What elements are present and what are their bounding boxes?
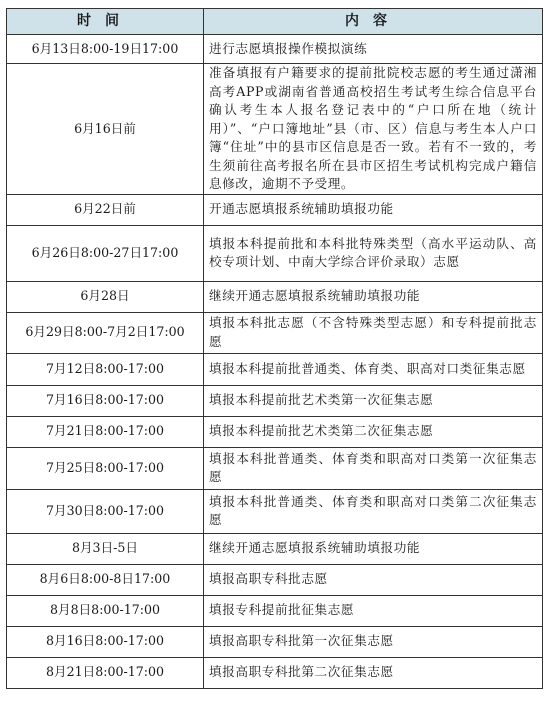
content-cell: 继续开通志愿填报系统辅助填报功能 <box>204 281 543 312</box>
time-cell: 8月8日8:00-17:00 <box>7 595 204 626</box>
header-row <box>7 9 543 35</box>
content-cell: 填报专科提前批征集志愿 <box>204 595 543 626</box>
table-row <box>7 64 543 195</box>
time-cell: 8月16日8:00-17:00 <box>7 626 204 657</box>
table-row <box>7 533 543 564</box>
table-row <box>7 416 543 447</box>
content-cell: 继续开通志愿填报系统辅助填报功能 <box>204 533 543 564</box>
table-row <box>7 353 543 385</box>
content-cell: 填报本科批志愿（不含特殊类型志愿）和专科提前批志愿 <box>204 312 543 353</box>
time-cell: 7月25日8:00-17:00 <box>7 447 204 489</box>
table-row <box>7 626 543 657</box>
time-cell: 6月29日8:00-7月2日17:00 <box>7 312 204 353</box>
time-cell: 6月26日8:00-27日17:00 <box>7 225 204 281</box>
table-row <box>7 657 543 688</box>
table-row <box>7 595 543 626</box>
content-cell: 填报本科提前批普通类、体育类、职高对口类征集志愿 <box>204 353 543 385</box>
time-cell: 6月22日前 <box>7 194 204 225</box>
time-cell: 8月3日-5日 <box>7 533 204 564</box>
table-row <box>7 35 543 64</box>
content-cell: 填报本科提前批和本科批特殊类型（高水平运动队、高校专项计划、中南大学综合评价录取）志愿 <box>204 225 543 281</box>
time-cell: 7月21日8:00-17:00 <box>7 416 204 447</box>
content-cell: 填报本科提前批艺术类第二次征集志愿 <box>204 416 543 447</box>
time-cell: 7月12日8:00-17:00 <box>7 353 204 385</box>
table-row <box>7 225 543 281</box>
table-row <box>7 385 543 416</box>
time-cell: 8月6日8:00-8日17:00 <box>7 564 204 595</box>
table-row <box>7 281 543 312</box>
time-cell: 6月16日前 <box>7 64 204 195</box>
content-cell: 开通志愿填报系统辅助填报功能 <box>204 194 543 225</box>
content-cell: 填报本科提前批艺术类第一次征集志愿 <box>204 385 543 416</box>
schedule-table <box>6 8 543 689</box>
table-row <box>7 447 543 489</box>
table-row <box>7 194 543 225</box>
time-cell: 7月30日8:00-17:00 <box>7 489 204 533</box>
content-cell: 进行志愿填报操作模拟演练 <box>204 35 543 64</box>
time-cell: 6月28日 <box>7 281 204 312</box>
time-cell: 7月16日8:00-17:00 <box>7 385 204 416</box>
content-cell: 填报高职专科批第二次征集志愿 <box>204 657 543 688</box>
time-cell: 6月13日8:00-19日17:00 <box>7 35 204 64</box>
content-cell: 填报高职专科批志愿 <box>204 564 543 595</box>
header-time: 时间 <box>7 9 204 35</box>
content-cell: 填报本科批普通类、体育类和职高对口类第二次征集志愿 <box>204 489 543 533</box>
table-row <box>7 489 543 533</box>
table-row <box>7 564 543 595</box>
table-row <box>7 312 543 353</box>
content-cell: 填报本科批普通类、体育类和职高对口类第一次征集志愿 <box>204 447 543 489</box>
time-cell: 8月21日8:00-17:00 <box>7 657 204 688</box>
content-cell: 准备填报有户籍要求的提前批院校志愿的考生通过潇湘高考APP或湖南省普通高校招生考试考生综合信息平台确认考生本人报名登记表中的“户口所在地（统计用）”、“户口簿地址”县（市、区）信息与考生本人户口簿“住址”中的县市区信息是否一致。若有不一致的，考生须前往高考报名所在县市区招生考试机构完成户籍信息修改，逾期不予受理。 <box>204 64 543 195</box>
content-cell: 填报高职专科批第一次征集志愿 <box>204 626 543 657</box>
header-content: 内容 <box>204 9 543 35</box>
